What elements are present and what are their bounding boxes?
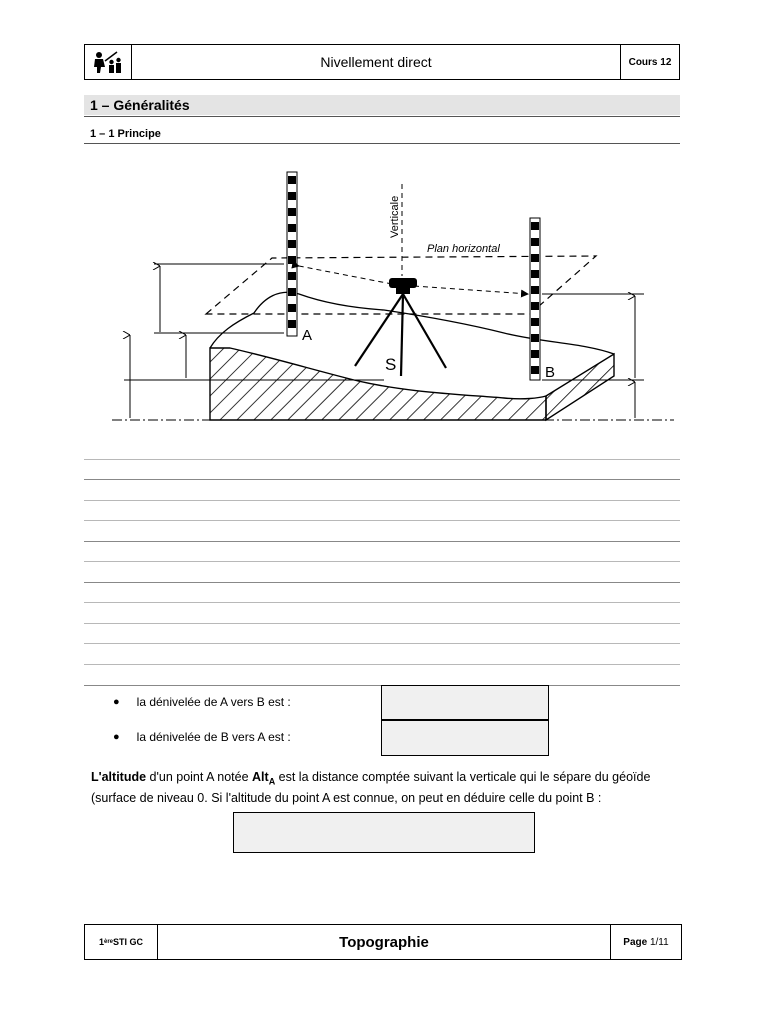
subsection-rule bbox=[84, 143, 680, 144]
class-level: 1 ère STI GC bbox=[85, 925, 158, 959]
bullet-text: la dénivelée de A vers B est : bbox=[136, 695, 291, 709]
label-point-a: A bbox=[302, 327, 313, 344]
answer-box-altitude[interactable] bbox=[233, 812, 535, 853]
writing-line bbox=[84, 582, 680, 583]
section-heading: 1 – Généralités bbox=[84, 95, 680, 115]
altitude-paragraph: L'altitude d'un point A notée Alt$_A$ est la distance comptée suivant la verticale qui le sépare du géoïde (surface de niveau 0. Si l'altitude du point A est connue, on peut en déduire celle du point B : bbox=[91, 770, 651, 805]
writing-line bbox=[84, 561, 680, 562]
alt-notation: Alt$_A$ bbox=[252, 770, 276, 787]
page-header bbox=[84, 44, 680, 80]
term-altitude: L'altitude bbox=[91, 770, 147, 784]
answer-box-ba[interactable] bbox=[381, 720, 549, 756]
leveling-staff-a bbox=[287, 172, 297, 336]
sight-line-fore bbox=[414, 286, 528, 294]
writing-line bbox=[84, 541, 680, 542]
subsection-heading: 1 – 1 Principe bbox=[90, 128, 161, 140]
writing-line bbox=[84, 520, 680, 521]
leveling-staff-b bbox=[530, 218, 540, 380]
bullet-text: la dénivelée de B vers A est : bbox=[136, 730, 291, 744]
page-footer bbox=[84, 924, 682, 960]
writing-line bbox=[84, 500, 680, 501]
bullet-item: ● la dénivelée de A vers B est : bbox=[113, 695, 291, 709]
subject-title: Topographie bbox=[339, 933, 429, 951]
label-point-b: B bbox=[545, 364, 556, 381]
header-logo bbox=[85, 45, 132, 79]
course-number: Cours 12 bbox=[620, 45, 679, 79]
writing-line bbox=[84, 602, 680, 603]
page-number: Page 1/11 bbox=[610, 925, 681, 959]
writing-line bbox=[84, 664, 680, 665]
writing-line bbox=[84, 479, 680, 480]
surveyor-logo-icon bbox=[91, 49, 125, 75]
bullet-item: ● la dénivelée de B vers A est : bbox=[113, 730, 291, 744]
sight-line-back bbox=[299, 266, 392, 284]
answer-box-ab[interactable] bbox=[381, 685, 549, 720]
document-title: Nivellement direct bbox=[320, 54, 432, 70]
leveling-diagram bbox=[84, 148, 680, 438]
label-plan-horizontal: Plan horizontal bbox=[427, 243, 500, 255]
level-instrument bbox=[355, 278, 446, 376]
writing-line bbox=[84, 459, 680, 460]
section-rule bbox=[84, 116, 680, 117]
writing-line bbox=[84, 623, 680, 624]
label-station-s: S bbox=[385, 355, 397, 374]
writing-line bbox=[84, 643, 680, 644]
label-verticale: Verticale bbox=[389, 195, 401, 238]
